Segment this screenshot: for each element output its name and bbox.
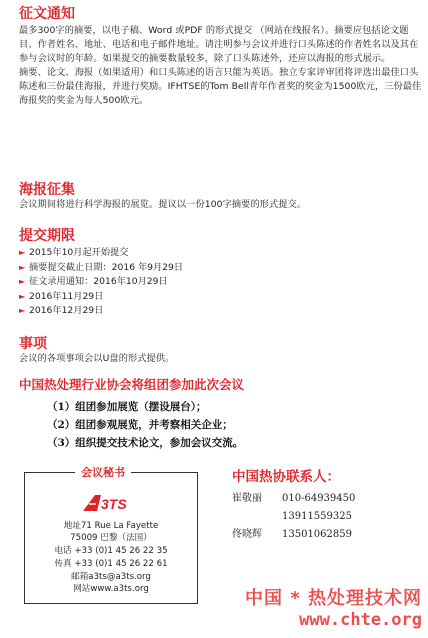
contact-name: 崔敬丽: [232, 493, 262, 504]
association-title: 中国热处理行业协会将组团参加此次会议: [19, 377, 245, 392]
secretariat-title: 会议秘书: [75, 464, 131, 480]
watermark-url: www.chte.org: [299, 610, 422, 630]
triangle-right-icon: ►: [19, 262, 26, 272]
call-for-papers-paragraph-1: 最多300字的摘要，以电子稿、Word 或PDF 的形式提交 （网站在线报名）。摘要应包括论文题目、作者姓名、地址、电话和电子邮件地址。请注明参与会议并进行口头陈述的作者姓名以及其在参与会议时的年龄。如果提交的摘要数量较多，除了口头陈述外，还应以海报的形式展示。: [19, 25, 419, 64]
svg-text:3TS: 3TS: [101, 496, 127, 512]
matters-section: [19, 336, 423, 366]
triangle-right-icon: ►: [19, 291, 26, 301]
secretariat-email: 邮箱a3ts@a3ts.org: [71, 572, 151, 582]
matters-text: 会议的各项事项会以U盘的形式提供。: [19, 353, 175, 364]
site-watermark: [245, 588, 422, 630]
secretariat-address-line-1: 地址71 Rue La Fayette: [63, 521, 159, 531]
contact-row: [232, 490, 422, 508]
poster-title: 海报征集: [19, 182, 75, 198]
deadline-item: ► 2015年10月起开始提交: [19, 246, 423, 261]
contact-phone: 010-64939450: [282, 493, 356, 504]
deadline-item: ► 征文录用通知：2016年10月29日: [19, 275, 423, 290]
deadlines-title: 提交期限: [19, 228, 75, 244]
secretariat-address-line-2: 75009 巴黎（法国）: [70, 533, 152, 543]
triangle-right-icon: ►: [19, 277, 26, 286]
contact-phone: 13911559325: [282, 511, 352, 522]
call-for-papers-paragraph-2: 摘要、论文、海报（如果适用）和口头陈述的语言只能为英语。独立专家评审团将评选出最佳口头陈述和三份最佳海报，并进行奖励。IFHTSE的Tom Bell青年作者奖的奖金为1500欧元，三份最佳海报奖的奖金为每人500欧元。: [19, 67, 422, 106]
contact-row: [232, 508, 422, 526]
poster-section: [19, 182, 423, 212]
secretariat-fax: 传真 +33 (0)1 45 26 22 61: [54, 559, 168, 569]
deadlines-section: [19, 228, 423, 319]
triangle-right-icon: ►: [19, 306, 26, 315]
contact-phone: 13501062859: [282, 529, 352, 540]
contacts-section: [232, 468, 422, 544]
poster-text: 会议期间将进行科学海报的展览。提议以一份100字摘要的形式提交。: [19, 199, 307, 210]
secretariat-phone: 电话 +33 (0)1 45 26 22 35: [54, 546, 168, 556]
a3ts-logo: [81, 493, 149, 513]
contact-name: 佟晓辉: [232, 529, 262, 540]
contact-row: [232, 526, 422, 544]
secretariat-box: [24, 466, 198, 604]
secretariat-website: 网站www.a3ts.org: [73, 584, 149, 594]
call-for-papers-section: [19, 6, 423, 108]
call-for-papers-title: 征文通知: [19, 6, 75, 22]
watermark-site-name: 中国 * 热处理技术网: [245, 588, 422, 609]
contacts-title: 中国热协联系人：: [232, 469, 340, 485]
association-item: （3）组织提交技术论文，参加会议交流。: [47, 437, 244, 449]
triangle-right-icon: ►: [19, 248, 26, 257]
deadline-item: ► 2016年12月29日: [19, 304, 423, 319]
deadline-item: ► 摘要提交截止日期：2016 年9月29日: [19, 261, 423, 276]
association-item: （1）组团参加展览（摆设展台）；: [47, 401, 207, 413]
deadline-item: ► 2016年11月29日: [19, 290, 423, 305]
matters-title: 事项: [19, 336, 47, 352]
association-item: （2）组团参观展览，并考察相关企业；: [47, 419, 233, 431]
association-section: [19, 377, 423, 452]
